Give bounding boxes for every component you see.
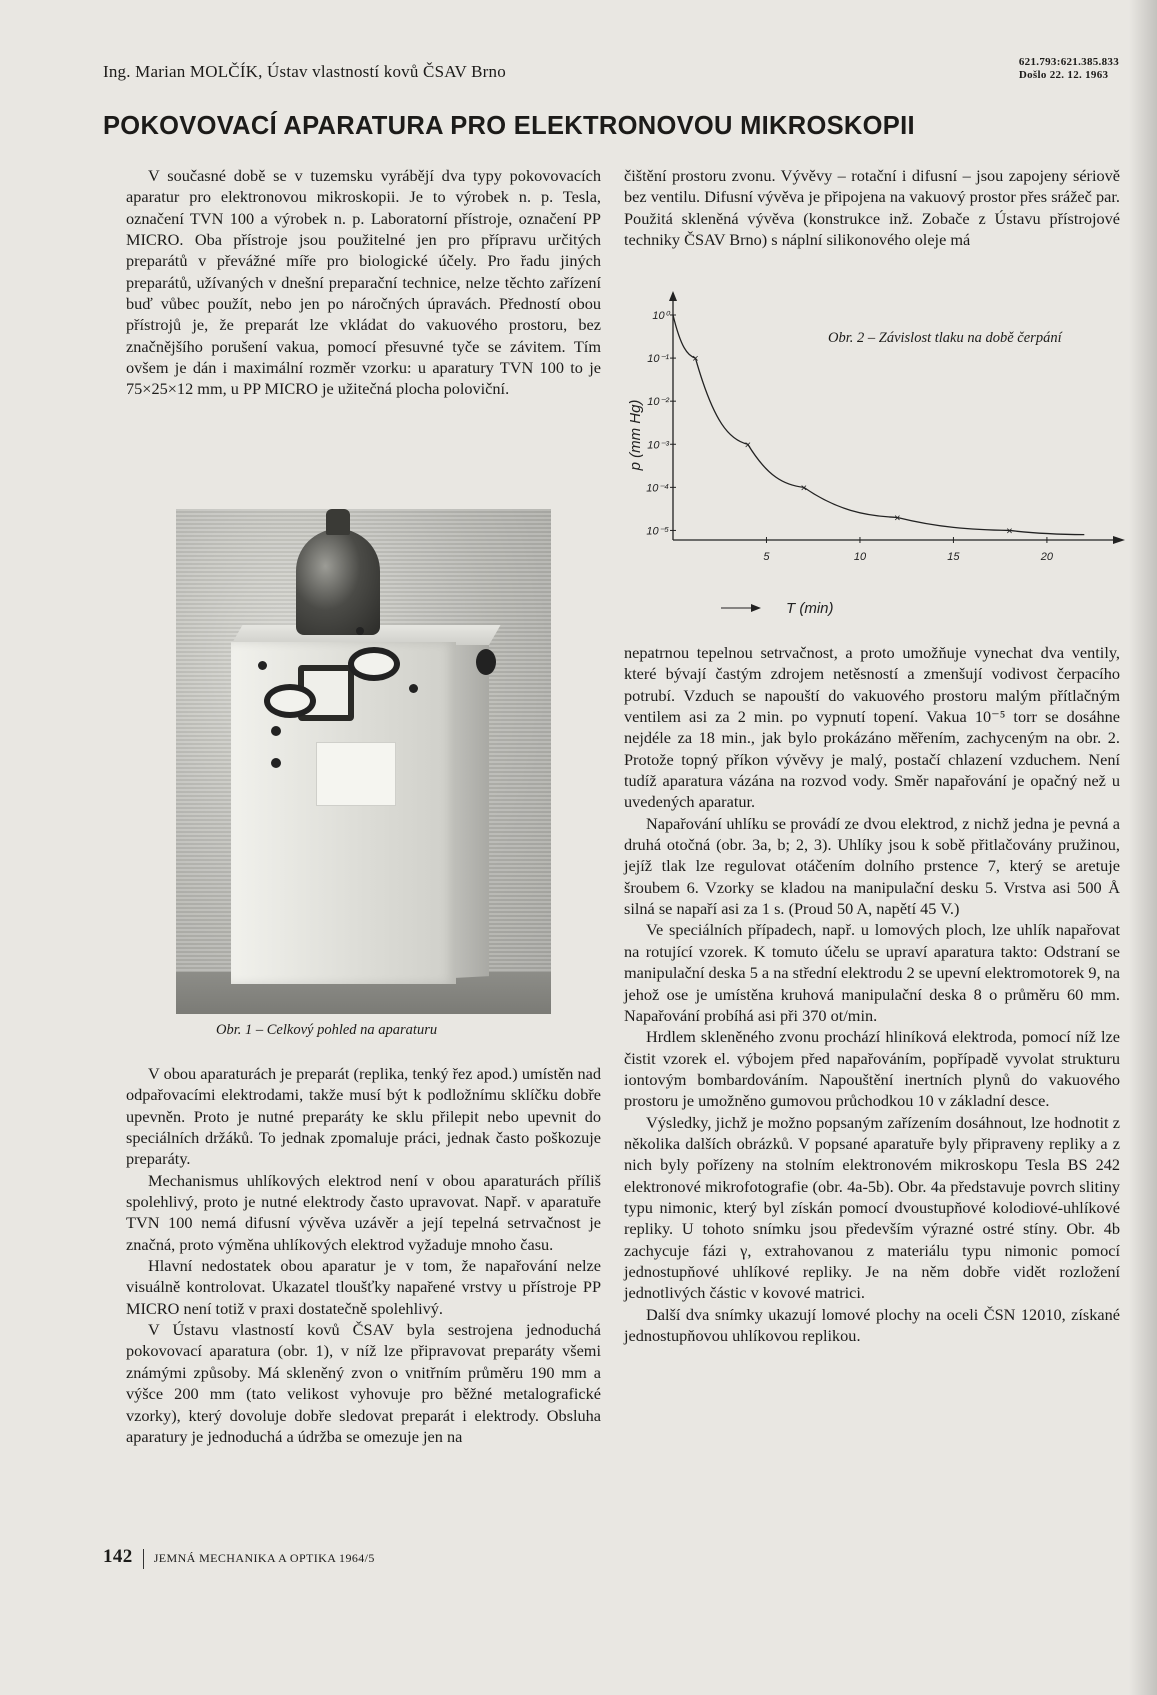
- y-tick-label: 10⁰: [652, 310, 669, 322]
- y-axis-label: p (mm Hg): [627, 399, 644, 471]
- figure-2-caption: Obr. 2 – Závislost tlaku na době čerpání: [828, 330, 1062, 346]
- x-tick-label: 20: [1040, 551, 1054, 563]
- glass-bell-jar: [296, 529, 380, 635]
- paragraph: Ve speciálních případech, např. u lomových ploch, lze uhlík napařovat na rotující vzorek. K tomuto účelu se upraví aparatura takto: Odstraní se manipulační deska 5 a na střední elektrodu 2 se upevní elektromotorek 9, na jehož ose je umístěna kruhová manipulační deska 8 o průměru 60 mm. Napařování probíhá asi při 370 ot/min.: [624, 920, 1120, 1025]
- right-column-top: [624, 165, 1120, 250]
- y-tick-label: 10⁻³: [647, 439, 669, 452]
- switch-knob: [258, 661, 267, 670]
- x-tick-label: 10: [853, 551, 867, 563]
- paragraph: Výsledky, jichž je možno popsaným zařízením dosáhnout, lze hodnotit z několika dalších obrázků. V popsané aparatuře byly připraveny repliky a z nich byly pořízeny na stolním elektronovém mikroskopu Tesla BS 242 elektronové mikrofotografie (obr. 4a-5b). Obr. 4a představuje povrch slitiny typu nimonic, který byl získán pomocí dvoustupňové kolodiové-uhlíkové repliky. U tohoto snímku jsou především výrazné ostré stíny. Obr. 4b zachycuje fázi γ, extrahovanou z materiálu typu nimonic pomocí jednostupňové uhlíkové repliky. Je na něm dobře vidět rozložení jednotlivých částic v kovové matrici.: [624, 1112, 1120, 1303]
- udc-reference: [1019, 56, 1119, 82]
- figure-1-photo: [176, 509, 551, 1014]
- switch-knob: [409, 684, 418, 693]
- paragraph: V současné době se v tuzemsku vyrábějí dva typy pokovovacích aparatur pro elektronovou mikroskopii. Je to výrobek n. p. Tesla, označení TVN 100 a výrobek n. p. Laboratorní přístroje, označení PP MICRO. Oba přístroje jsou použitelné jen pro přípravu určitých preparátů v převážné míře pro biologické účely. Pro řadu jiných preparátů, užívaných v dnešní preparační technice, nelze těchto zařízení buď vůbec použít, nebo jen po náročných úpravách. Předností obou přístrojů je, že preparát lze vkládat do vakuového prostoru, bez značnějšího porušení vakua, pomocí přesuvné tyče se závitem. Tím ovšem je dán i maximální rozměr vzorku: u aparatury TVN 100 to je 75×25×12 mm, u PP MICRO je užitečná plocha poloviční.: [126, 166, 601, 399]
- switch-knob: [356, 627, 364, 635]
- paragraph: Hrdlem skleněného zvonu prochází hliníková elektroda, pomocí níž lze čistit vzorek el. výbojem před napařováním, popřípadě vyvolat strukturu iontovým bombardováním. Napouštění inertních plynů do vakuového prostoru je umožněno gumovou průchodkou 10 v základní desce.: [624, 1027, 1120, 1111]
- data-point-marker: ×: [692, 353, 699, 366]
- x-axis-label: T (min): [786, 600, 834, 617]
- paragraph: čištění prostoru zvonu. Vývěvy – rotační i difusní – jsou zapojeny sériově bez ventilu. Difusní vývěva je připojena na vakuový prostor přes srážeč par. Použitá skleněná vývěva (konstrukce inž. Zobače z Ústavu přístrojové techniky ČSAV Brno) s náplní silikonového oleje má: [624, 166, 1120, 250]
- x-tick-label: 15: [947, 551, 960, 563]
- y-tick-label: 10⁻¹: [647, 353, 669, 366]
- footer-separator: [143, 1549, 144, 1569]
- left-column-top: [126, 165, 601, 400]
- paragraph: V obou aparaturách je preparát (replika, tenký řez apod.) umístěn nad odpařovacími elektrodami, takže musí být k podložnímu sklíčku dobře upevněn. Proto je nutné preparáty ke sklu přilepit nebo upevnit do speciálních držáků. To jednak zpomaluje práci, jednak často poškozuje preparáty.: [126, 1064, 601, 1169]
- paragraph: Další dva snímky ukazují lomové plochy na oceli ČSN 12010, získané jednostupňovou uhlíkovou replikou.: [624, 1304, 1120, 1345]
- article-title: POKOVOVACÍ APARATURA PRO ELEKTRONOVOU MIKROSKOPII: [103, 112, 915, 140]
- y-tick-label: 10⁻⁴: [646, 482, 669, 495]
- paragraph: V Ústavu vlastností kovů ČSAV byla sestrojena jednoduchá pokovovací aparatura (obr. 1), v níž lze připravovat preparáty všemi známými způsoby. Má skleněný zvon o vnitřním průměru 190 mm a výšce 200 mm (tato velikost vyhovuje pro běžné metalografické vzorky), který dovoluje dobře sledovat preparát i elektrody. Obsluha aparatury je jednoduchá a údržba se omezuje jen na: [126, 1320, 601, 1446]
- left-column-bottom: [126, 1063, 601, 1447]
- data-point-marker: ×: [894, 512, 901, 525]
- x-tick-label: 5: [763, 551, 770, 563]
- indicator-left: [264, 684, 316, 718]
- side-valve-knob: [476, 649, 496, 675]
- right-column-bottom: [624, 642, 1120, 1346]
- indicator-right: [348, 647, 400, 681]
- nameplate: [316, 742, 396, 806]
- y-tick-label: 10⁻⁵: [646, 525, 669, 538]
- x-axis-arrow: [1113, 536, 1125, 544]
- page-edge-shadow: [1129, 0, 1157, 1695]
- paragraph: Hlavní nedostatek obou aparatur je v tom, že napařování nelze visuálně kontrolovat. Ukazatel tloušťky napařené vrstvy u přístroje PP MICRO není totiž v praxi dostatečně spolehlivý.: [126, 1256, 601, 1318]
- data-point-marker: ×: [744, 439, 752, 452]
- journal-name: JEMNÁ MECHANIKA A OPTIKA 1964/5: [153, 1551, 375, 1565]
- paragraph: nepatrnou tepelnou setrvačnost, a proto umožňuje vynechat dva ventily, které bývají častým zdrojem netěsností a zmenšují vodivost čerpacího potrubí. Vzduch se napouští do vakuového prostoru malým přítlačným ventilem asi za 2 min. po vypnutí topení. Vakua 10⁻⁵ torr se dosáhne nejdéle za 18 min., jak bylo prokázáno měřením, zachyceným na obr. 2. Protože topný příkon vývěvy je malý, postačí chlazení vzduchem. Není tudíž aparatura vázána na rozvod vody. Směr napařování je opačný než u uvedených aparatur.: [624, 643, 1120, 812]
- paragraph: Napařování uhlíku se provádí ze dvou elektrod, z nichž jedna je pevná a druhá otočná (obr. 3a, b; 2, 3). Uhlíky jsou k sobě přitlačovány pružinou, jejíž tlak lze regulovat otáčením dolního prstence 7, který se aretuje šroubem 6. Vzorky se kladou na manipulační desku 5. Vrstva asi 500 Å silná se napaří asi za 1 s. (Proud 50 A, napětí 45 V.): [624, 813, 1120, 919]
- page-footer: [103, 1546, 375, 1569]
- author-line: Ing. Marian MOLČÍK, Ústav vlastností kovů ČSAV Brno: [103, 62, 506, 81]
- udc-code: 621.793:621.385.833: [1018, 56, 1119, 68]
- bell-top-fitting: [326, 509, 350, 535]
- y-axis-arrow: [669, 291, 677, 301]
- apparatus-side: [456, 636, 489, 978]
- page-number: 142: [103, 1546, 133, 1567]
- figure-1-caption: Obr. 1 – Celkový pohled na aparaturu: [216, 1022, 438, 1038]
- x-label-arrow-head: [751, 604, 761, 612]
- switch-knob: [271, 758, 281, 768]
- switch-knob: [271, 726, 281, 736]
- data-point-marker: ×: [1006, 525, 1013, 538]
- data-point-marker: ×: [800, 482, 808, 495]
- y-tick-label: 10⁻²: [647, 396, 669, 409]
- received-date: Došlo 22. 12. 1963: [1018, 69, 1109, 81]
- pressure-curve: [673, 315, 1084, 538]
- paragraph: Mechanismus uhlíkových elektrod není v obou aparaturách příliš spolehlivý, proto je nutné elektrody často upravovat. Např. v aparatuře TVN 100 nemá difusní vývěva uzávěr a její tepelná setrvačnost je značná, proto výměna uhlíkových elektrod vyžaduje mnoho času.: [126, 1170, 601, 1254]
